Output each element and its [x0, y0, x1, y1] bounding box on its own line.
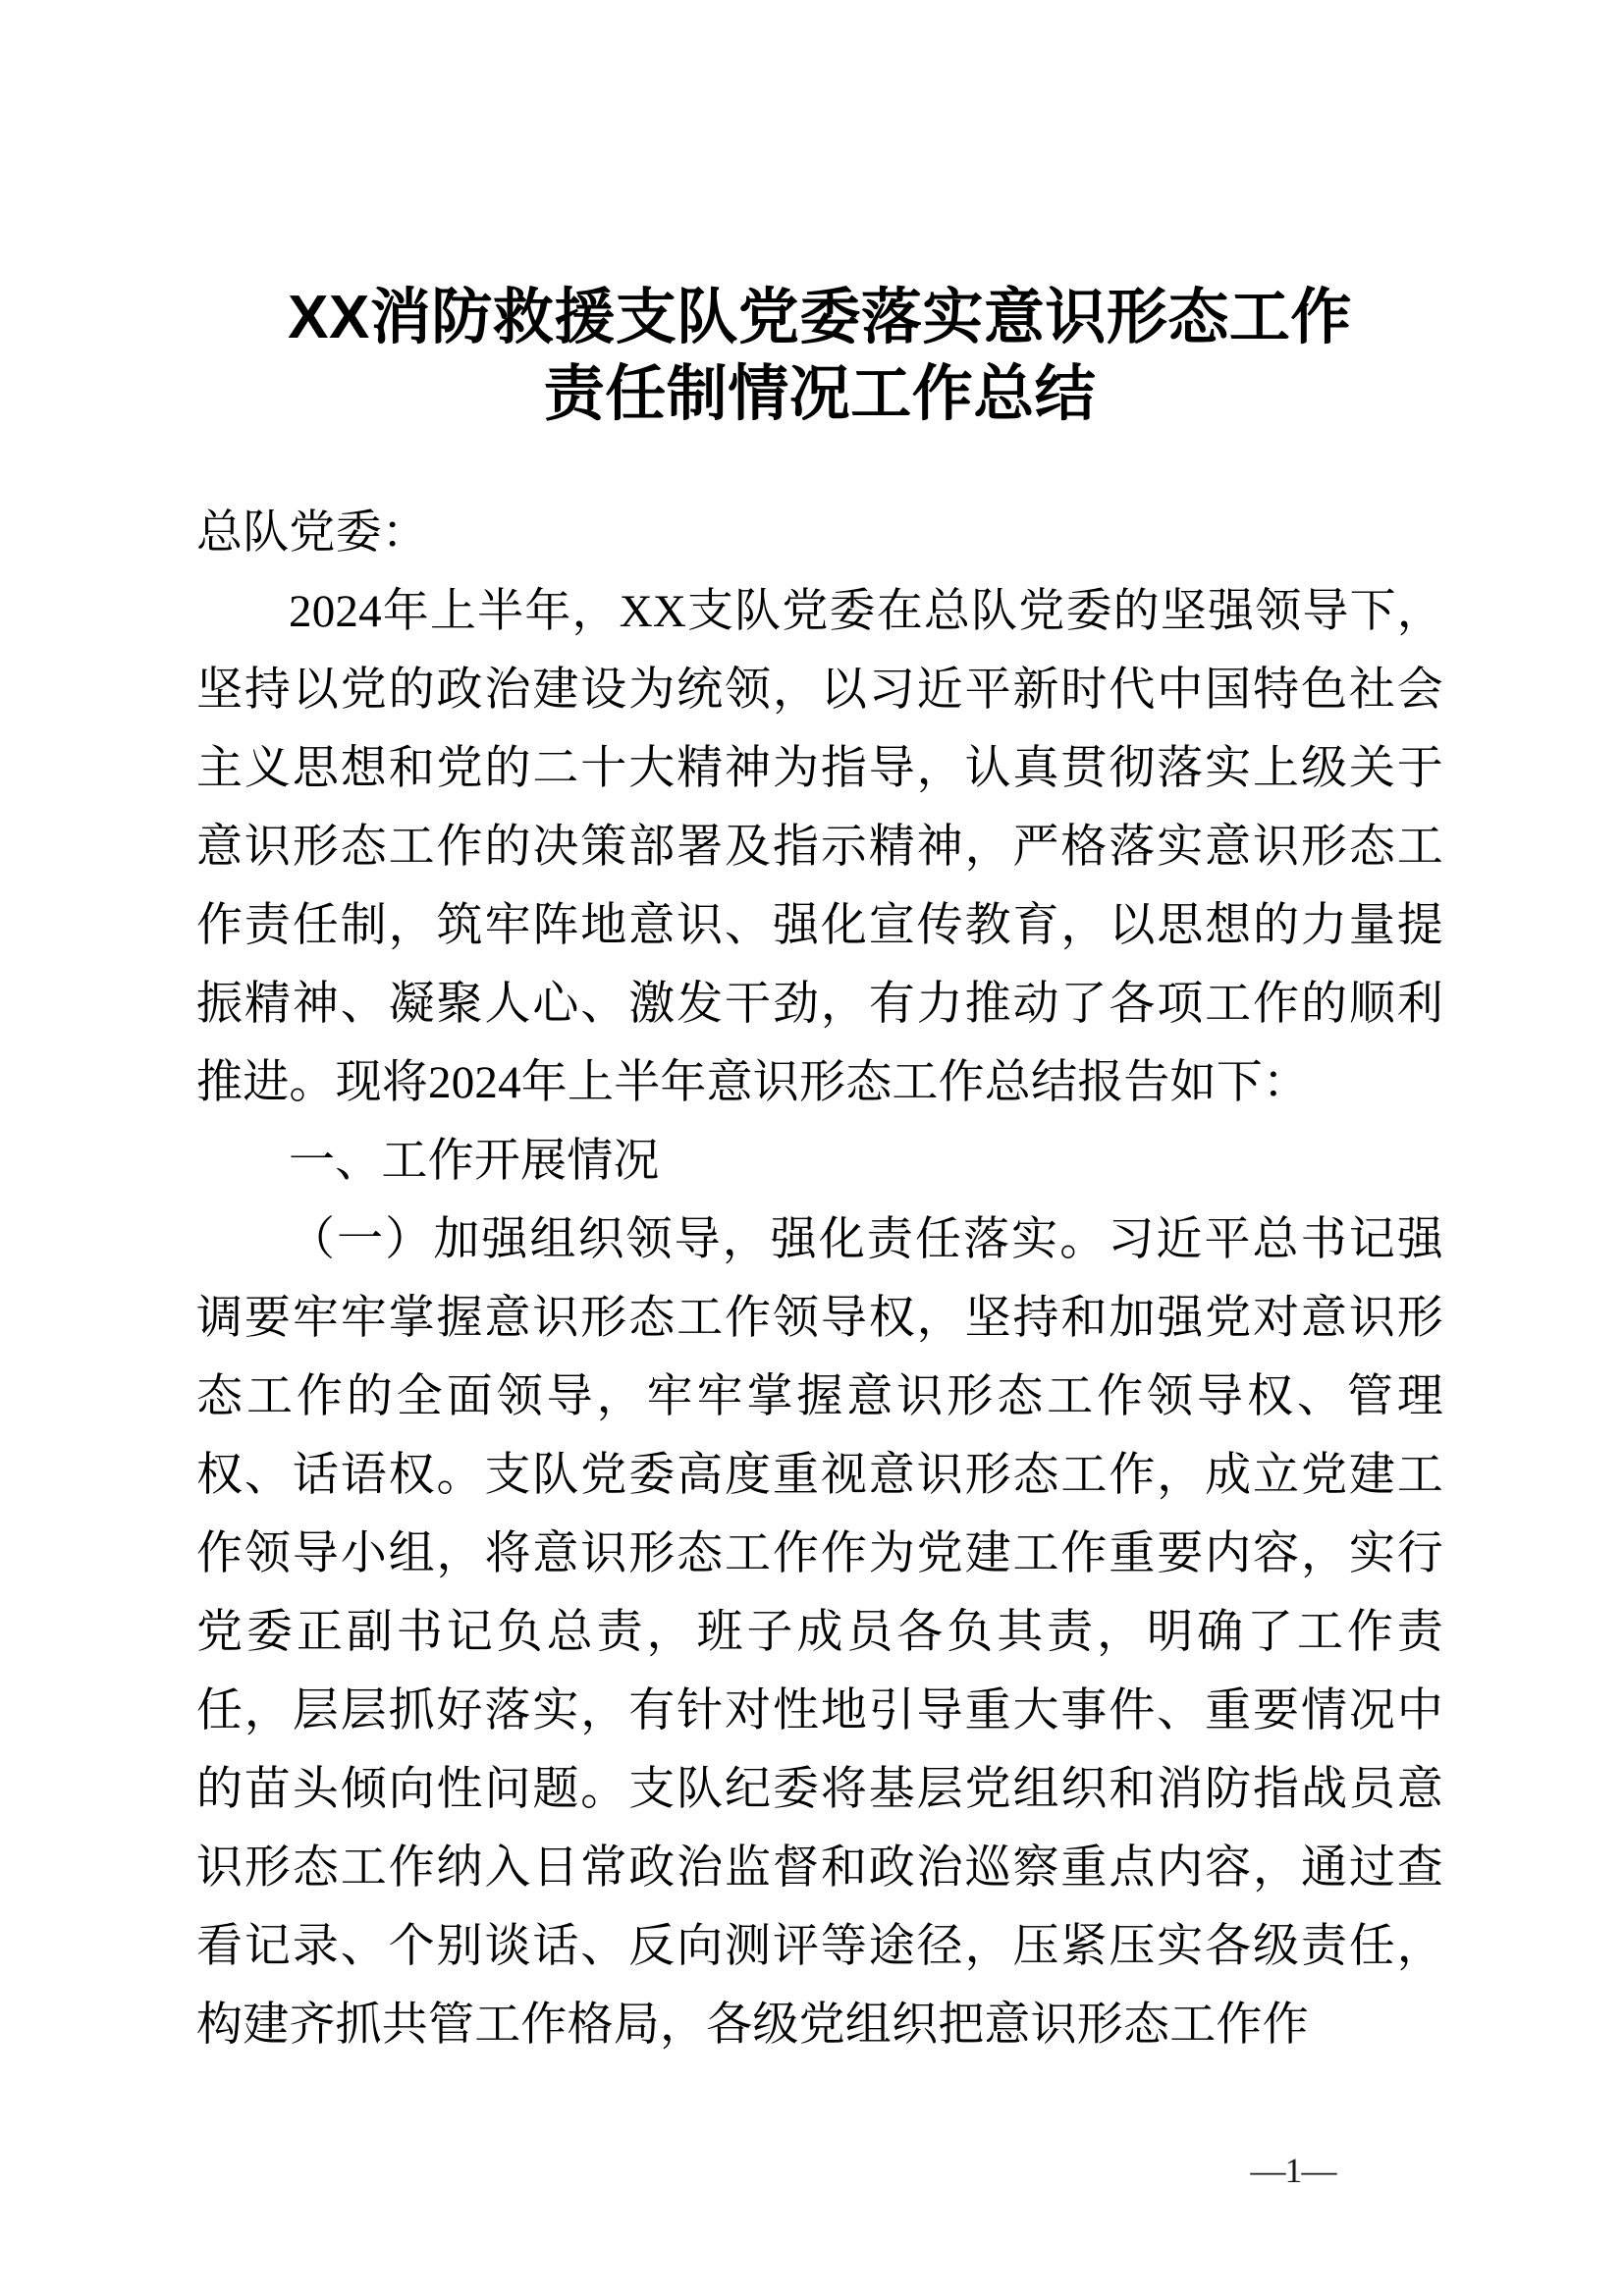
page-title: [196, 0, 1443, 433]
title-line-2: 责任制情况工作总结: [543, 360, 1097, 428]
page-footer: [0, 2151, 1624, 2190]
paragraph-opening: 2024年上半年，XX支队党委在总队党委的坚强领导下，坚持以党的政治建设为统领，以习近平新时代中国特色社会主义思想和党的二十大精神为指导，认真贯彻落实上级关于意识形态工作的决策部署及指示精神，严格落实意识形态工作责任制，筑牢阵地意识、强化宣传教育，以思想的力量提振精神、凝聚人心、激发干劲，有力推动了各项工作的顺利推进。现将2024年上半年意识形态工作总结报告如下：: [196, 586, 1443, 1108]
salutation: 总队党委：: [196, 507, 428, 559]
document-body: [196, 494, 1443, 2064]
paragraph-subsection-one: （一）加强组织领导，强化责任落实。习近平总书记强调要牢牢掌握意识形态工作领导权，坚持和加强党对意识形态工作的全面领导，牢牢掌握意识形态工作领导权、管理权、话语权。支队党委高度重视意识形态工作，成立党建工作领导小组，将意识形态工作作为党建工作重要内容，实行党委正副书记负总责，班子成员各负其责，明确了工作责任，层层抓好落实，有针对性地引导重大事件、重要情况中的苗头倾向性问题。支队纪委将基层党组织和消防指战员意识形态工作纳入日常政治监督和政治巡察重点内容，通过查看记录、个别谈话、反向测评等途径，压紧压实各级责任，构建齐抓共管工作格局，各级党组织把意识形态工作作: [196, 1214, 1443, 2051]
page-content-area: [196, 0, 1443, 2296]
title-line-1: XX消防救援支队党委落实意识形态工作: [288, 284, 1352, 351]
page-number: —1—: [1250, 2151, 1336, 2190]
section-heading-one: 一、工作开展情况: [289, 1136, 660, 1187]
